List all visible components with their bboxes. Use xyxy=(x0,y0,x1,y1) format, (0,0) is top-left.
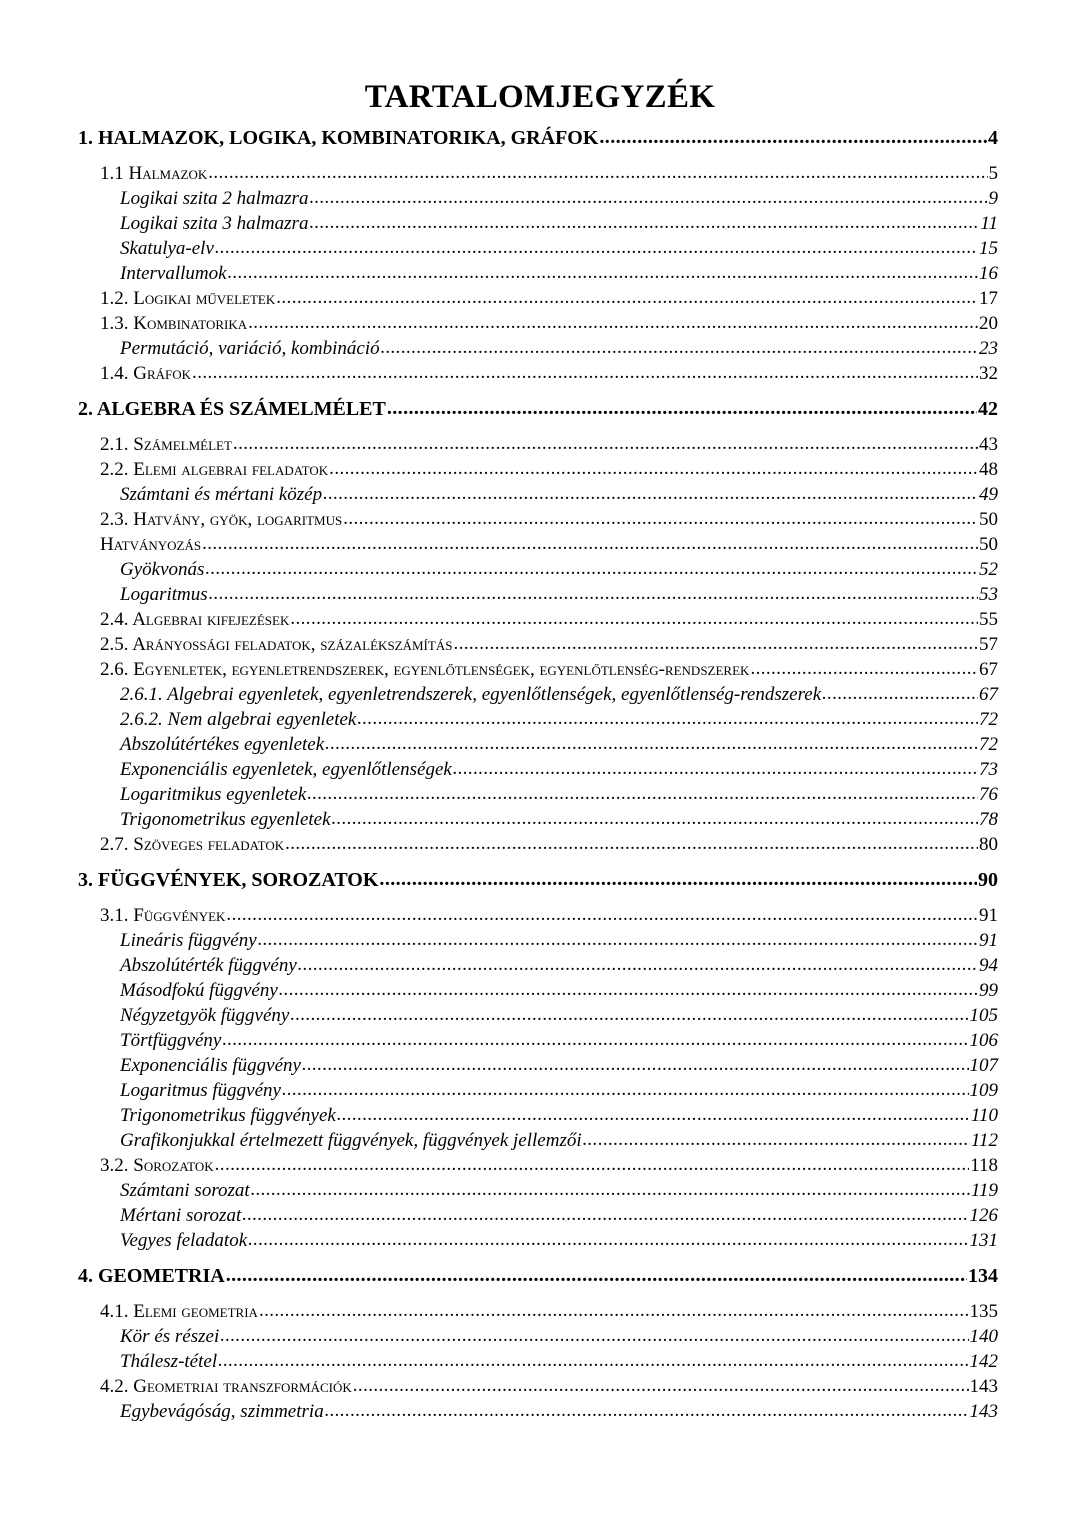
toc-entry-page-number: 110 xyxy=(970,1105,998,1126)
toc-entry-page-number: 49 xyxy=(979,484,998,505)
dot-leader xyxy=(248,310,978,335)
toc-entry-label: 1. HALMAZOK, LOGIKA, KOMBINATORIKA, GRÁFOK xyxy=(78,127,599,149)
toc-entry[interactable] xyxy=(100,903,998,928)
toc-entry-page-number: 15 xyxy=(979,238,998,259)
toc-entry-page-number: 72 xyxy=(979,709,998,730)
toc-entry-page-number: 91 xyxy=(979,905,998,926)
toc-entry[interactable] xyxy=(100,1374,998,1399)
dot-leader xyxy=(215,1152,970,1177)
toc-entry[interactable] xyxy=(100,1153,998,1178)
toc-entry-page-number: 105 xyxy=(969,1005,998,1026)
toc-entry-label: 2.6.2. Nem algebrai egyenletek xyxy=(120,709,357,730)
toc-entry-page-number: 143 xyxy=(969,1376,998,1397)
toc-entry-page-number: 78 xyxy=(979,809,998,830)
dot-leader xyxy=(453,631,978,656)
toc-entry[interactable] xyxy=(78,395,998,423)
toc-entry-page-number: 55 xyxy=(979,609,998,630)
dot-leader xyxy=(218,1348,968,1373)
toc-entry-label: Abszolútértékes egyenletek xyxy=(120,734,325,755)
toc-entry[interactable] xyxy=(120,557,998,582)
toc-entry[interactable] xyxy=(120,482,998,507)
dot-leader xyxy=(259,1298,969,1323)
dot-leader xyxy=(242,1202,968,1227)
toc-entry-page-number: 119 xyxy=(970,1180,998,1201)
dot-leader xyxy=(282,1077,969,1102)
dot-leader xyxy=(381,335,978,360)
toc-entry[interactable] xyxy=(100,311,998,336)
toc-entry-page-number: 80 xyxy=(979,834,998,855)
toc-entry-label: Számtani és mértani közép xyxy=(120,484,323,505)
toc-entry-page-number: 50 xyxy=(979,534,998,555)
toc-entry[interactable] xyxy=(100,657,998,682)
dot-leader xyxy=(251,1177,970,1202)
toc-entry-label: Hatványozás xyxy=(100,534,202,555)
toc-entry-label: Számtani sorozat xyxy=(120,1180,250,1201)
toc-entry-page-number: 50 xyxy=(979,509,998,530)
dot-leader xyxy=(309,185,987,210)
toc-entry[interactable] xyxy=(100,161,998,186)
toc-entry[interactable] xyxy=(120,757,998,782)
toc-entry[interactable] xyxy=(100,607,998,632)
toc-entry-label: Intervallumok xyxy=(120,263,227,284)
dot-leader xyxy=(329,456,978,481)
toc-entry-page-number: 57 xyxy=(979,634,998,655)
dot-leader xyxy=(599,123,987,151)
toc-entry[interactable] xyxy=(120,1324,998,1349)
toc-entry-page-number: 32 xyxy=(979,363,998,384)
dot-leader xyxy=(226,902,978,927)
toc-entry[interactable] xyxy=(120,261,998,286)
toc-entry-label: 2. ALGEBRA ÉS SZÁMELMÉLET xyxy=(78,398,386,420)
dot-leader xyxy=(290,606,978,631)
toc-entry-label: Vegyes feladatok xyxy=(120,1230,248,1251)
toc-entry[interactable] xyxy=(120,336,998,361)
toc-entry-page-number: 5 xyxy=(988,163,998,184)
dot-leader xyxy=(307,781,978,806)
dot-leader xyxy=(192,360,978,385)
toc-entry-label: 2.5. Arányossági feladatok, százalékszámítás xyxy=(100,634,453,655)
toc-entry[interactable] xyxy=(120,1203,998,1228)
dot-leader xyxy=(379,865,977,893)
toc-entry-label: Thálesz-tétel xyxy=(120,1351,218,1372)
toc-entry-label: Logaritmikus egyenletek xyxy=(120,784,307,805)
dot-leader xyxy=(222,1027,968,1052)
dot-leader xyxy=(276,285,978,310)
dot-leader xyxy=(325,1398,969,1423)
toc-entry-label: Exponenciális függvény xyxy=(120,1055,301,1076)
dot-leader xyxy=(226,1261,967,1289)
toc-entry-label: 3. FÜGGVÉNYEK, SOROZATOK xyxy=(78,869,379,891)
toc-entry-page-number: 99 xyxy=(979,980,998,1001)
toc-entry-page-number: 131 xyxy=(969,1230,998,1251)
toc-entry-label: Trigonometrikus függvények xyxy=(120,1105,336,1126)
toc-entry-label: Lineáris függvény xyxy=(120,930,257,951)
toc-entry-page-number: 23 xyxy=(979,338,998,359)
toc-entry-page-number: 48 xyxy=(979,459,998,480)
toc-entry-page-number: 52 xyxy=(979,559,998,580)
toc-entry[interactable] xyxy=(120,1103,998,1128)
toc-entry[interactable] xyxy=(120,1128,998,1153)
toc-entry-label: Exponenciális egyenletek, egyenlőtlenségek xyxy=(120,759,452,780)
dot-leader xyxy=(248,1227,968,1252)
dot-leader xyxy=(233,431,978,456)
toc-entry-label: Trigonometrikus egyenletek xyxy=(120,809,331,830)
toc-entry-label: Gyökvonás xyxy=(120,559,205,580)
toc-entry-page-number: 135 xyxy=(969,1301,998,1322)
dot-leader xyxy=(309,210,979,235)
toc-entry[interactable] xyxy=(120,928,998,953)
dot-leader xyxy=(258,927,978,952)
dot-leader xyxy=(208,160,987,185)
toc-entry[interactable] xyxy=(120,1349,998,1374)
toc-entry-label: Négyzetgyök függvény xyxy=(120,1005,290,1026)
toc-entry[interactable] xyxy=(78,1262,998,1290)
toc-entry-page-number: 112 xyxy=(970,1130,998,1151)
dot-leader xyxy=(353,1373,969,1398)
toc-title: TARTALOMJEGYZÉK xyxy=(364,79,716,115)
toc-entry-label: 2.4. Algebrai kifejezések xyxy=(100,609,290,630)
toc-entry-label: 2.7. Szöveges feladatok xyxy=(100,834,285,855)
toc-entry-page-number: 4 xyxy=(988,127,998,149)
toc-entry-label: 4.2. Geometriai transzformációk xyxy=(100,1376,352,1397)
toc-entry-page-number: 109 xyxy=(969,1080,998,1101)
toc-entry-page-number: 17 xyxy=(979,288,998,309)
toc-entry-label: 1.3. Kombinatorika xyxy=(100,313,248,334)
toc-entry-label: Másodfokú függvény xyxy=(120,980,278,1001)
dot-leader xyxy=(750,656,978,681)
toc-entry[interactable] xyxy=(120,707,998,732)
dot-leader xyxy=(298,952,978,977)
toc-entry[interactable] xyxy=(100,286,998,311)
toc-entry-label: 4.1. Elemi geometria xyxy=(100,1301,258,1322)
toc-entry-label: 3.1. Függvények xyxy=(100,905,226,926)
toc-entry-page-number: 118 xyxy=(970,1155,998,1176)
toc-entry-page-number: 107 xyxy=(969,1055,998,1076)
toc-entry[interactable] xyxy=(78,866,998,894)
toc-entry-label: Grafikonjukkal értelmezett függvények, függvények jellemzői xyxy=(120,1130,582,1151)
toc-entry[interactable] xyxy=(120,186,998,211)
toc-entry[interactable] xyxy=(120,1228,998,1253)
toc-entry[interactable] xyxy=(78,124,998,152)
toc-entry[interactable] xyxy=(120,978,998,1003)
toc-entry-page-number: 73 xyxy=(979,759,998,780)
toc-entry[interactable] xyxy=(100,832,998,857)
dot-leader xyxy=(290,1002,968,1027)
toc-entry[interactable] xyxy=(120,682,998,707)
toc-entry[interactable] xyxy=(120,236,998,261)
toc-entry-page-number: 72 xyxy=(979,734,998,755)
toc-entry-label: 4. GEOMETRIA xyxy=(78,1265,225,1287)
toc-entry[interactable] xyxy=(120,1399,998,1424)
toc-entry-label: Mértani sorozat xyxy=(120,1205,242,1226)
dot-leader xyxy=(357,706,978,731)
dot-leader xyxy=(323,481,978,506)
toc-entry-label: 2.2. Elemi algebrai feladatok xyxy=(100,459,329,480)
toc-entry-page-number: 94 xyxy=(979,955,998,976)
toc-entry-label: Egybevágóság, szimmetria xyxy=(120,1401,324,1422)
toc-entry-page-number: 9 xyxy=(988,188,998,209)
toc-entry[interactable] xyxy=(120,1003,998,1028)
toc-entry-page-number: 106 xyxy=(969,1030,998,1051)
toc-entry-label: Logikai szita 3 halmazra xyxy=(120,213,309,234)
toc-entry-page-number: 143 xyxy=(969,1401,998,1422)
toc-entry[interactable] xyxy=(100,432,998,457)
dot-leader xyxy=(332,806,978,831)
dot-leader xyxy=(387,394,977,422)
toc-entry-page-number: 53 xyxy=(979,584,998,605)
toc-entry-page-number: 16 xyxy=(979,263,998,284)
toc-entry-label: Logikai szita 2 halmazra xyxy=(120,188,309,209)
toc-entry[interactable] xyxy=(120,782,998,807)
dot-leader xyxy=(215,235,978,260)
toc-entry-label: Skatulya-elv xyxy=(120,238,214,259)
toc-entry-label: Törtfüggvény xyxy=(120,1030,222,1051)
toc-entry-label: 2.6.1. Algebrai egyenletek, egyenletrendszerek, egyenlőtlenségek, egyenlőtlenség-rendszerek xyxy=(120,684,822,705)
toc-entry-page-number: 140 xyxy=(969,1326,998,1347)
toc-entry[interactable] xyxy=(120,1028,998,1053)
toc-entry-label: Logaritmus függvény xyxy=(120,1080,281,1101)
toc-entry[interactable] xyxy=(120,953,998,978)
dot-leader xyxy=(209,581,978,606)
dot-leader xyxy=(343,506,978,531)
toc-entry-page-number: 67 xyxy=(979,659,998,680)
toc-entry-page-number: 126 xyxy=(969,1205,998,1226)
toc-entry-label: 1.4. Gráfok xyxy=(100,363,192,384)
toc-entry-label: Logaritmus xyxy=(120,584,208,605)
dot-leader xyxy=(325,731,978,756)
toc-entry[interactable] xyxy=(120,1078,998,1103)
toc-entry[interactable] xyxy=(100,507,998,532)
toc-entry[interactable] xyxy=(120,582,998,607)
dot-leader xyxy=(220,1323,968,1348)
toc-entry-label: Abszolútérték függvény xyxy=(120,955,297,976)
toc-entry-page-number: 142 xyxy=(969,1351,998,1372)
dot-leader xyxy=(583,1127,970,1152)
toc-entry-label: 1.1 Halmazok xyxy=(100,163,208,184)
toc-entry[interactable] xyxy=(100,632,998,657)
toc-entry-label: 2.3. Hatvány, gyök, logaritmus xyxy=(100,509,343,530)
dot-leader xyxy=(228,260,978,285)
toc-entry[interactable] xyxy=(100,361,998,386)
toc-entry-page-number: 42 xyxy=(978,398,998,420)
toc-entry-label: 2.1. Számelmélet xyxy=(100,434,232,455)
toc-entry[interactable] xyxy=(100,532,998,557)
dot-leader xyxy=(285,831,978,856)
toc-entry[interactable] xyxy=(100,457,998,482)
toc-entry-label: Kör és részei xyxy=(120,1326,220,1347)
toc-entry[interactable] xyxy=(120,1053,998,1078)
toc-entry-page-number: 43 xyxy=(979,434,998,455)
toc-entry-page-number: 91 xyxy=(979,930,998,951)
toc-entry-label: 3.2. Sorozatok xyxy=(100,1155,214,1176)
toc-entry-page-number: 90 xyxy=(978,869,998,891)
dot-leader xyxy=(337,1102,970,1127)
toc-entry-label: 2.6. Egyenletek, egyenletrendszerek, egyenlőtlenségek, egyenlőtlenség-rendszerek xyxy=(100,659,750,680)
dot-leader xyxy=(202,531,978,556)
dot-leader xyxy=(453,756,978,781)
toc-entry[interactable] xyxy=(120,732,998,757)
toc-entry-page-number: 20 xyxy=(979,313,998,334)
toc-entry[interactable] xyxy=(120,211,998,236)
toc-entry[interactable] xyxy=(100,1299,998,1324)
dot-leader xyxy=(205,556,978,581)
toc-entry-page-number: 134 xyxy=(968,1265,998,1287)
toc-entry-page-number: 67 xyxy=(979,684,998,705)
toc-entry-label: Permutáció, variáció, kombináció xyxy=(120,338,380,359)
dot-leader xyxy=(822,681,978,706)
toc-entry-label: 1.2. Logikai műveletek xyxy=(100,288,276,309)
toc-entry[interactable] xyxy=(120,807,998,832)
toc-entry-page-number: 11 xyxy=(980,213,998,234)
dot-leader xyxy=(302,1052,969,1077)
toc-entry[interactable] xyxy=(120,1178,998,1203)
dot-leader xyxy=(279,977,978,1002)
toc-entry-page-number: 76 xyxy=(979,784,998,805)
